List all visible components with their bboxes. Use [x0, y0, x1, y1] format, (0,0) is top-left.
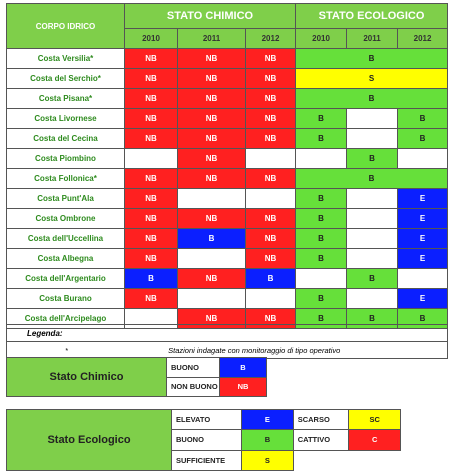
chemical-status-cell: NB	[178, 69, 246, 89]
legend-chimico-code: NB	[220, 377, 267, 397]
header-stato-chimico: STATO CHIMICO	[125, 4, 296, 29]
ecological-status-cell: B	[296, 49, 448, 69]
ecological-status-cell	[398, 269, 448, 289]
legend-eco-label: SCARSO	[293, 410, 349, 430]
chemical-status-cell: NB	[246, 49, 296, 69]
ecological-status-cell: B	[296, 109, 347, 129]
chemical-status-cell	[246, 189, 296, 209]
ecological-status-cell: B	[296, 89, 448, 109]
table-row	[7, 89, 448, 109]
legend-eco-code: S	[242, 450, 294, 470]
ecological-status-cell: B	[296, 209, 347, 229]
water-body-name: Costa dell'Argentario	[7, 269, 125, 289]
header-corpo-idrico: CORPO IDRICO	[7, 4, 125, 49]
water-body-name: Costa dell'Arcipelago	[7, 309, 125, 329]
chemical-status-cell: NB	[178, 269, 246, 289]
ecological-status-cell: B	[347, 269, 398, 289]
chemical-status-cell: B	[246, 269, 296, 289]
table-row	[7, 209, 448, 229]
table-row	[7, 249, 448, 269]
ecological-status-cell: B	[296, 229, 347, 249]
table-row	[7, 149, 448, 169]
ecological-status-cell: B	[296, 189, 347, 209]
chemical-status-cell	[246, 289, 296, 309]
year-header: 2011	[178, 28, 246, 48]
chemical-status-cell: NB	[246, 89, 296, 109]
chemical-status-cell: NB	[125, 89, 178, 109]
water-body-name: Costa Follonica*	[7, 169, 125, 189]
chemical-status-cell: NB	[178, 49, 246, 69]
ecological-status-cell: B	[296, 289, 347, 309]
chemical-status-cell: NB	[246, 169, 296, 189]
chemical-status-cell: NB	[178, 149, 246, 169]
ecological-status-cell: E	[398, 289, 448, 309]
legend-ecologico-title: Stato Ecologico	[7, 410, 172, 471]
water-status-table	[6, 3, 448, 329]
chemical-status-cell: NB	[125, 189, 178, 209]
chemical-status-cell: B	[178, 229, 246, 249]
ecological-status-cell: E	[398, 189, 448, 209]
ecological-status-cell: B	[398, 129, 448, 149]
chemical-status-cell: NB	[125, 289, 178, 309]
table-row	[7, 69, 448, 89]
legend-eco-label: BUONO	[172, 430, 242, 450]
chemical-status-cell: NB	[246, 209, 296, 229]
legend-star-note	[7, 342, 448, 359]
legend-eco-code: B	[242, 430, 294, 450]
chemical-status-cell	[178, 289, 246, 309]
ecological-status-cell: B	[347, 309, 398, 329]
ecological-status-cell	[347, 289, 398, 309]
water-body-name: Costa Pisana*	[7, 89, 125, 109]
water-body-name: Costa Albegna	[7, 249, 125, 269]
ecological-status-cell: E	[398, 209, 448, 229]
chemical-status-cell: NB	[125, 129, 178, 149]
water-body-name: Costa Ombrone	[7, 209, 125, 229]
chemical-status-cell	[246, 149, 296, 169]
year-header: 2011	[347, 28, 398, 48]
chemical-status-cell: NB	[178, 109, 246, 129]
ecological-status-cell	[296, 149, 347, 169]
table-row	[7, 289, 448, 309]
legend-empty	[293, 450, 349, 470]
legend-star: *	[65, 345, 68, 355]
chemical-status-cell: NB	[246, 129, 296, 149]
header-stato-ecologico: STATO ECOLOGICO	[296, 4, 448, 29]
ecological-status-cell: B	[347, 149, 398, 169]
chemical-status-cell: B	[125, 269, 178, 289]
water-body-name: Costa del Serchio*	[7, 69, 125, 89]
ecological-status-cell	[347, 129, 398, 149]
year-header: 2010	[296, 28, 347, 48]
ecological-status-cell	[347, 189, 398, 209]
water-body-name: Costa Livornese	[7, 109, 125, 129]
table-row	[7, 169, 448, 189]
ecological-status-cell: B	[398, 109, 448, 129]
ecological-status-cell: E	[398, 249, 448, 269]
chemical-status-cell: NB	[125, 109, 178, 129]
ecological-status-cell	[398, 149, 448, 169]
year-header: 2012	[246, 28, 296, 48]
table-row	[7, 49, 448, 69]
legend-eco-code: E	[242, 410, 294, 430]
water-body-name: Costa Versilia*	[7, 49, 125, 69]
legend-title: Legenda:	[7, 325, 448, 342]
legend-eco-label: ELEVATO	[172, 410, 242, 430]
chemical-status-cell	[178, 249, 246, 269]
water-body-name: Costa del Cecina	[7, 129, 125, 149]
legend-eco-code: C	[349, 430, 401, 450]
ecological-status-cell: B	[296, 309, 347, 329]
ecological-status-cell: B	[296, 249, 347, 269]
chemical-status-cell: NB	[178, 89, 246, 109]
chemical-status-cell: NB	[178, 129, 246, 149]
ecological-status-cell	[296, 269, 347, 289]
ecological-status-cell: B	[296, 129, 347, 149]
chemical-status-cell: NB	[178, 309, 246, 329]
chemical-status-cell: NB	[125, 229, 178, 249]
legend-chimico-code: B	[220, 358, 267, 378]
legend-eco-label: SUFFICIENTE	[172, 450, 242, 470]
legend-eco-label: CATTIVO	[293, 430, 349, 450]
table-row	[7, 109, 448, 129]
legend-chimico-title: Stato Chimico	[7, 358, 167, 397]
ecological-status-cell: E	[398, 229, 448, 249]
legend-eco-code: SC	[349, 410, 401, 430]
year-header: 2012	[398, 28, 448, 48]
chemical-status-cell: NB	[246, 69, 296, 89]
water-body-name: Costa Punt'Ala	[7, 189, 125, 209]
chemical-status-cell: NB	[125, 69, 178, 89]
ecological-status-cell: S	[296, 69, 448, 89]
chemical-status-cell: NB	[246, 309, 296, 329]
table-row	[7, 189, 448, 209]
legend-stato-chimico	[6, 357, 267, 397]
water-body-name: Costa dell'Uccellina	[7, 229, 125, 249]
year-header: 2010	[125, 28, 178, 48]
chemical-status-cell: NB	[178, 209, 246, 229]
table-row	[7, 129, 448, 149]
ecological-status-cell: B	[296, 169, 448, 189]
chemical-status-cell: NB	[246, 249, 296, 269]
chemical-status-cell: NB	[246, 229, 296, 249]
chemical-status-cell	[125, 149, 178, 169]
legend-stato-ecologico	[6, 409, 401, 471]
table-row	[7, 269, 448, 289]
legend-star-text: Stazioni indagate con monitoraggio di tipo operativo	[168, 345, 341, 355]
chemical-status-cell: NB	[125, 249, 178, 269]
legend-empty	[349, 450, 401, 470]
ecological-status-cell	[347, 249, 398, 269]
chemical-status-cell	[178, 189, 246, 209]
chemical-status-cell: NB	[125, 169, 178, 189]
chemical-status-cell: NB	[246, 109, 296, 129]
table-row	[7, 229, 448, 249]
water-body-name: Costa Piombino	[7, 149, 125, 169]
legend-section	[6, 324, 448, 359]
ecological-status-cell: B	[398, 309, 448, 329]
chemical-status-cell: NB	[125, 209, 178, 229]
ecological-status-cell	[347, 209, 398, 229]
water-body-name: Costa Burano	[7, 289, 125, 309]
legend-chimico-label: NON BUONO	[167, 377, 220, 397]
chemical-status-cell: NB	[125, 49, 178, 69]
legend-chimico-label: BUONO	[167, 358, 220, 378]
ecological-status-cell	[347, 229, 398, 249]
ecological-status-cell	[347, 109, 398, 129]
chemical-status-cell: NB	[178, 169, 246, 189]
